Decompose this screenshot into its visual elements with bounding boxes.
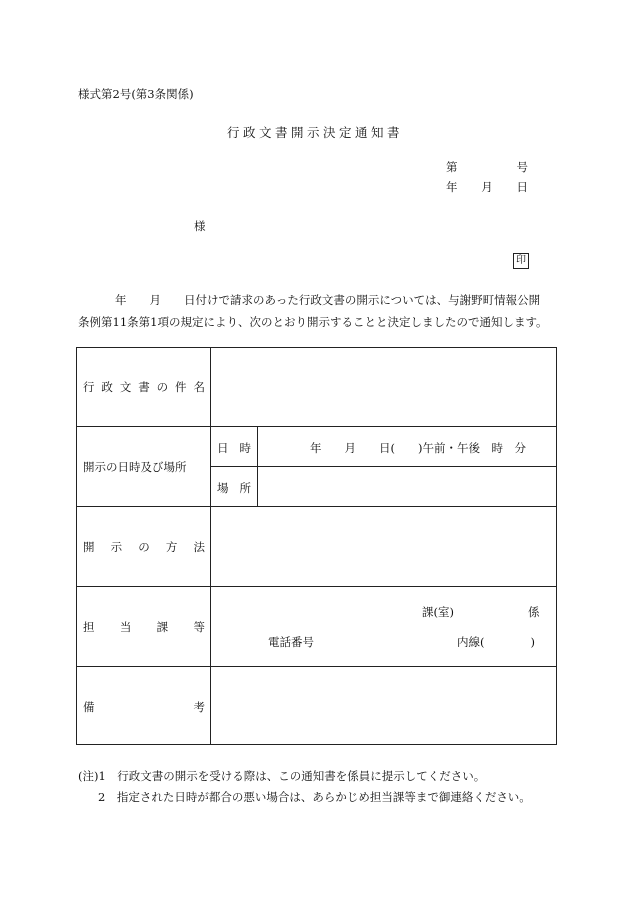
row-label-department bbox=[83, 619, 205, 635]
dept-section: 係 bbox=[528, 605, 540, 619]
row-label-remarks bbox=[83, 699, 205, 715]
table-rule bbox=[77, 426, 556, 427]
row-label-datetime-place: 開示の日時及び場所 bbox=[83, 460, 187, 474]
row-label-char: の bbox=[138, 540, 150, 554]
body-line-2: 条例第11条第1項の規定により、次のとおり開示することと決定しましたので通知します。 bbox=[78, 315, 548, 329]
date-day: 日 bbox=[516, 180, 528, 194]
document-title: 行政文書開示決定通知書 bbox=[226, 125, 403, 140]
row-label-method bbox=[83, 539, 205, 555]
table-rule bbox=[77, 506, 556, 507]
row-label-char: 示 bbox=[110, 540, 123, 554]
disclosure-table bbox=[76, 347, 557, 745]
row-label-char: 担 bbox=[83, 620, 95, 634]
number-prefix: 第 bbox=[446, 160, 458, 174]
document-number bbox=[446, 159, 528, 175]
row-label-char: 等 bbox=[193, 620, 205, 634]
row-label-char: 開 bbox=[83, 540, 95, 554]
row-label-char: 課 bbox=[156, 620, 169, 634]
place-label-char: 場 bbox=[217, 481, 229, 495]
table-rule bbox=[257, 426, 258, 506]
row-label-char: 文 bbox=[119, 380, 132, 394]
date-month: 月 bbox=[481, 180, 493, 194]
datetime-label-char: 時 bbox=[239, 441, 251, 455]
row-label-char: 書 bbox=[138, 380, 150, 394]
place-label bbox=[217, 480, 251, 496]
row-label-char: 当 bbox=[119, 620, 132, 634]
datetime-value: 年 月 日( )午前・午後 時 分 bbox=[310, 441, 526, 455]
row-label-char: 行 bbox=[83, 380, 95, 394]
date-year: 年 bbox=[446, 180, 458, 194]
seal-mark: 印 bbox=[513, 253, 529, 269]
row-label-char: 件 bbox=[175, 380, 187, 394]
row-label-char: 法 bbox=[193, 540, 205, 554]
table-rule bbox=[77, 666, 556, 667]
row-label-char: 政 bbox=[101, 380, 113, 394]
number-suffix: 号 bbox=[516, 160, 528, 174]
table-rule bbox=[210, 348, 211, 744]
row-label-char: 方 bbox=[165, 540, 178, 554]
row-label-char: 備 bbox=[83, 700, 95, 714]
table-rule bbox=[77, 586, 556, 587]
note-2: 2 指定された日時が都合の悪い場合は、あらかじめ担当課等まで御連絡ください。 bbox=[98, 790, 531, 804]
datetime-label bbox=[217, 440, 251, 456]
notes bbox=[78, 766, 531, 808]
row-label-char: の bbox=[156, 380, 169, 394]
row-label-char: 名 bbox=[193, 380, 205, 394]
addressee: 様 bbox=[194, 219, 206, 233]
datetime-label-char: 日 bbox=[217, 441, 229, 455]
note-1: (注)1 行政文書の開示を受ける際は、この通知書を係員に提示してください。 bbox=[78, 769, 486, 783]
row-label-char: 考 bbox=[193, 700, 205, 714]
document-date bbox=[446, 179, 528, 195]
place-label-char: 所 bbox=[239, 481, 251, 495]
phone-label: 電話番号 bbox=[268, 635, 314, 649]
table-rule bbox=[210, 466, 556, 467]
form-label: 様式第2号(第3条関係) bbox=[78, 87, 194, 101]
body-line-1: 年 月 日付けで請求のあった行政文書の開示については、与謝野町情報公開 bbox=[115, 293, 541, 307]
extension: 内線( ) bbox=[457, 635, 535, 649]
row-label-document-name bbox=[83, 379, 205, 395]
dept-division: 課(室) bbox=[422, 605, 454, 619]
